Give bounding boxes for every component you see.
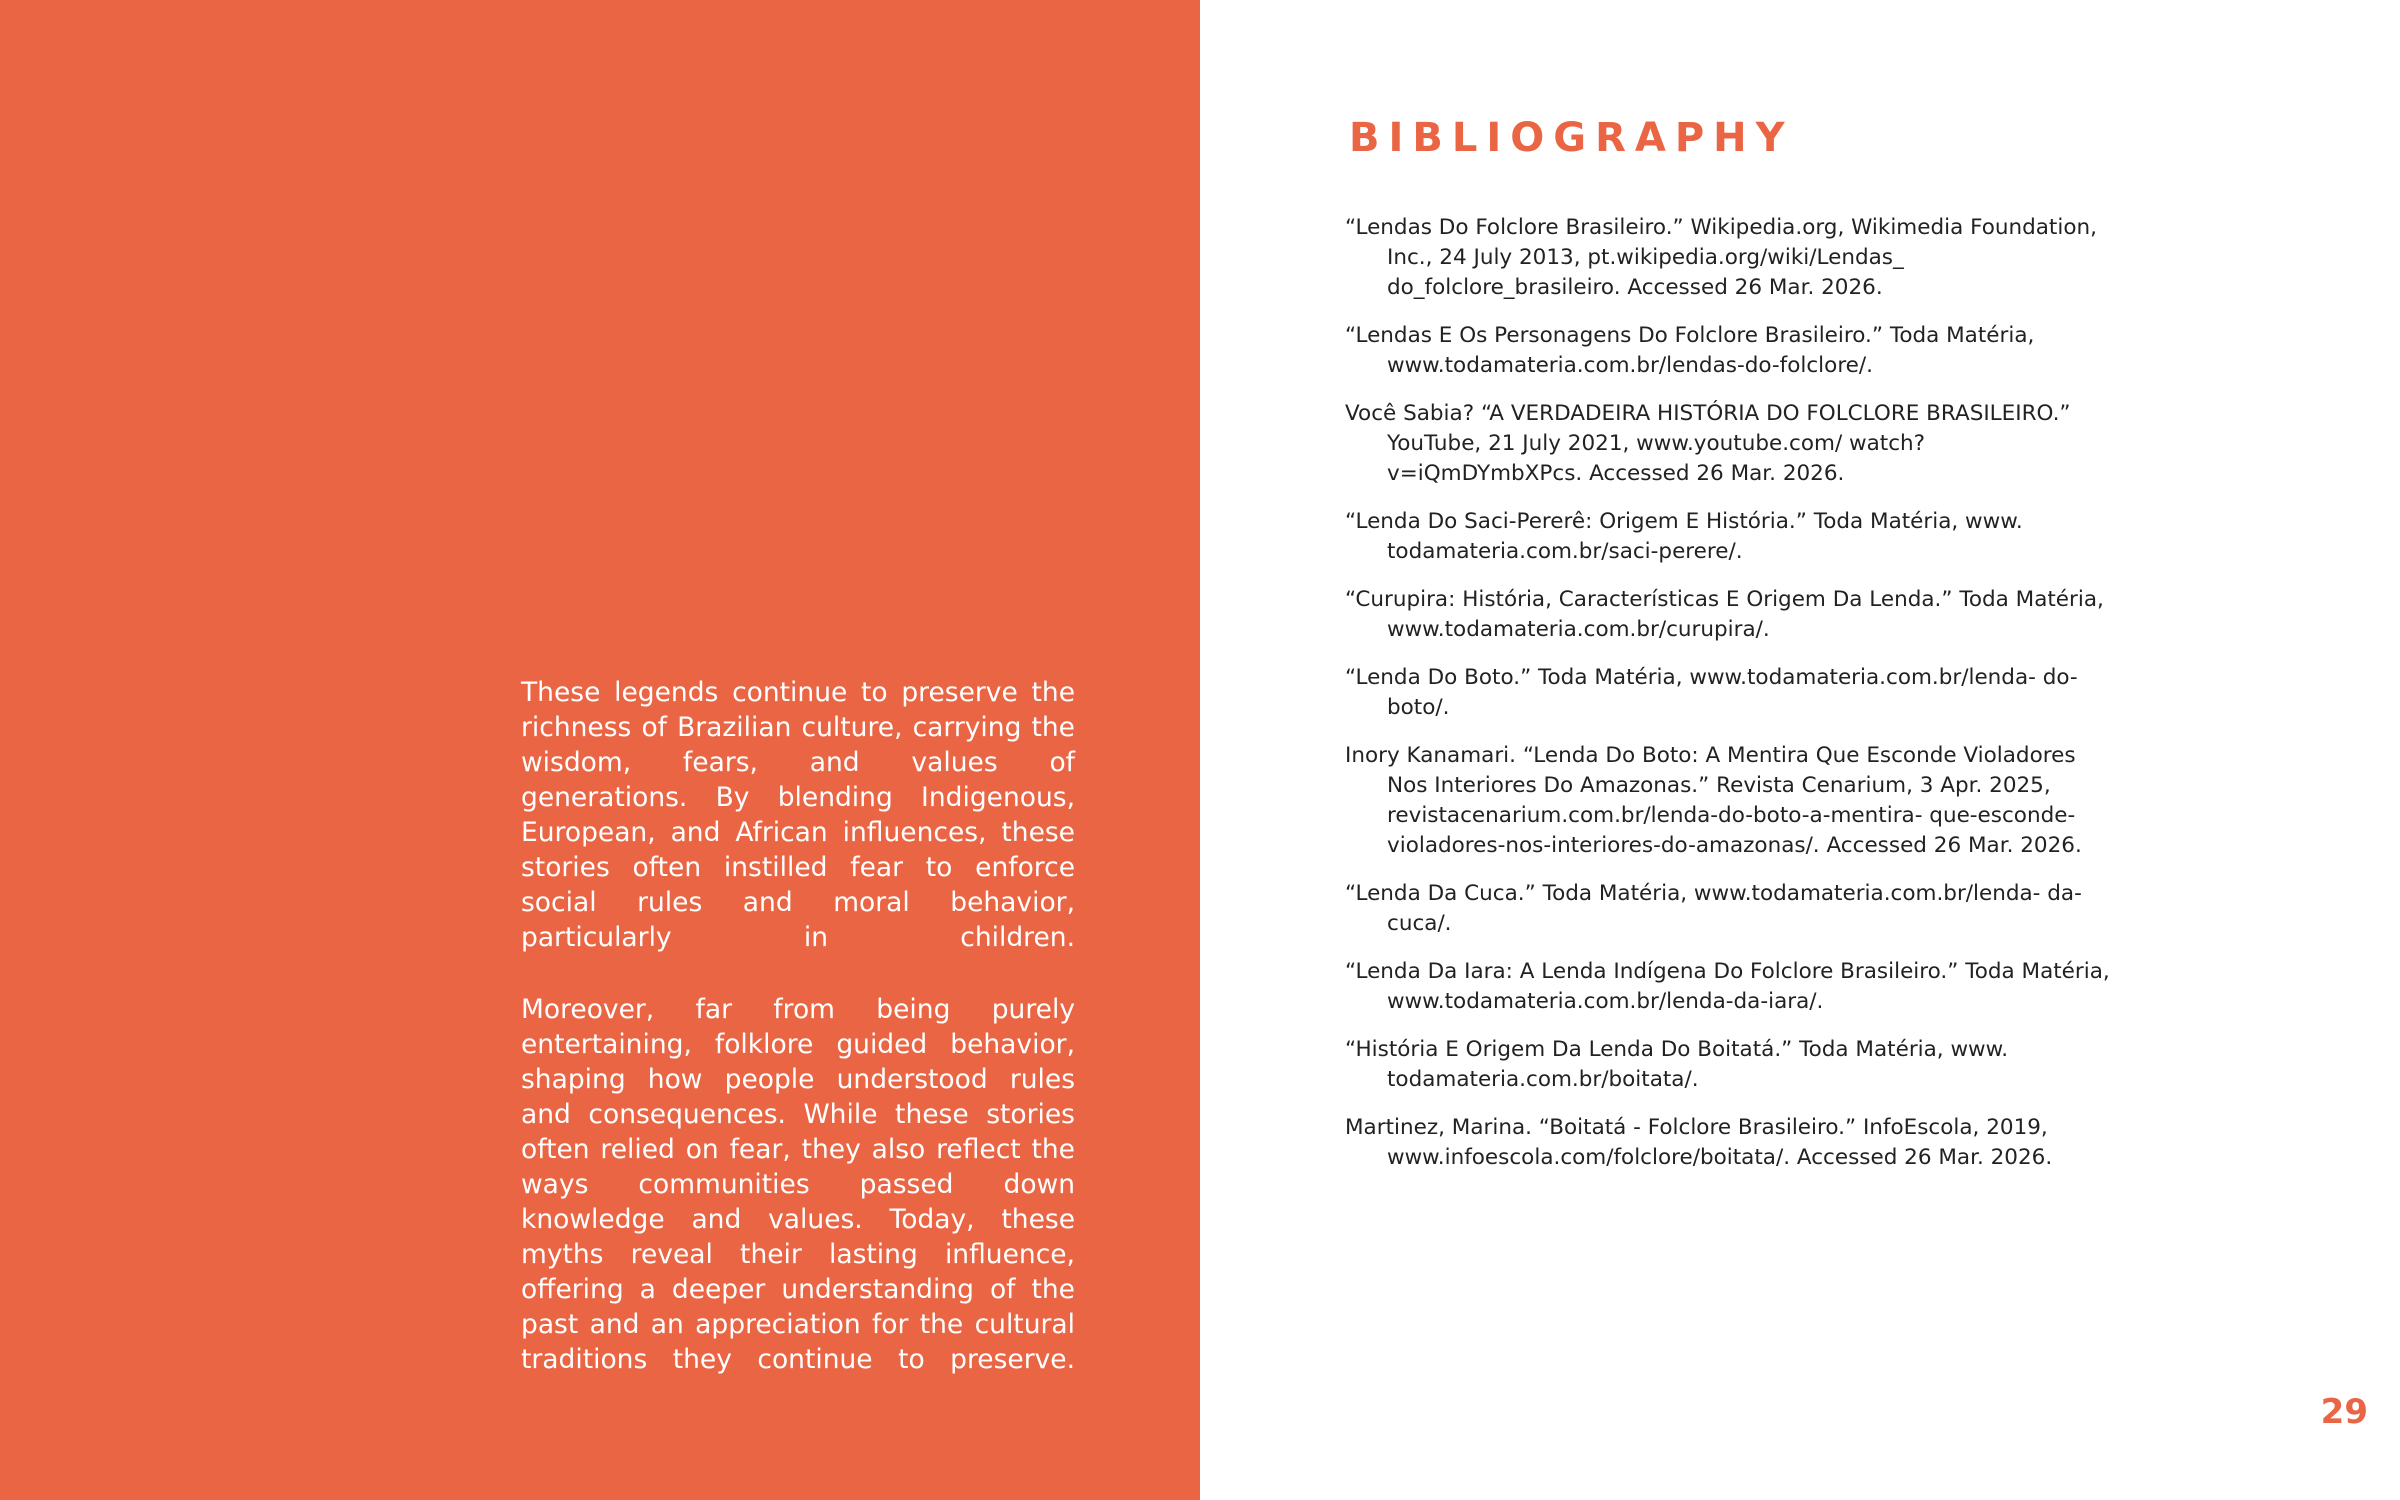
page-number: 29 <box>2320 1392 2368 1432</box>
bibliography-entry: Martinez, Marina. “Boitatá - Folclore Brasileiro.” InfoEscola, 2019, www.infoescola.com/folclore/boitata/. Accessed 26 Mar. 2026. <box>1345 1115 2053 1170</box>
bibliography-entry: “Lenda Do Boto.” Toda Matéria, www.todamateria.com.br/lenda- do-boto/. <box>1345 665 2078 720</box>
bibliography-entry: “Lenda Da Iara: A Lenda Indígena Do Folclore Brasileiro.” Toda Matéria, www.todamateria.com.br/lenda-da-iara/. <box>1345 959 2110 1014</box>
bibliography-entry: “Lenda Do Saci-Pererê: Origem E História.” Toda Matéria, www. todamateria.com.br/saci-perere/. <box>1345 509 2023 564</box>
conclusion-paragraph: Moreover, far from being purely entertaining, folklore guided behavior, shaping how people understood rules and consequences. While these stories often relied on fear, they also reflect the ways communities passed down knowledge and values. Today, these myths reveal their lasting influence, offering a deeper understanding of the past and an appreciation for the cultural traditions they continue to preserve. <box>521 994 1075 1375</box>
bibliography-list <box>1345 213 2115 1191</box>
bibliography-entry: “Curupira: História, Características E Origem Da Lenda.” Toda Matéria, www.todamateria.com.br/curupira/. <box>1345 587 2104 642</box>
bibliography-entry: Inory Kanamari. “Lenda Do Boto: A Mentira Que Esconde Violadores Nos Interiores Do Amazonas.” Revista Cenarium, 3 Apr. 2025, revistacenarium.com.br/lenda-do-boto-a-mentira- que-esconde-violadores-nos-interiores-do-amazonas/. Accessed 26 Mar. 2026. <box>1345 743 2082 858</box>
bibliography-entry: “Lendas E Os Personagens Do Folclore Brasileiro.” Toda Matéria, www.todamateria.com.br/lendas-do-folclore/. <box>1345 323 2035 378</box>
bibliography-title: BIBLIOGRAPHY <box>1349 115 1794 161</box>
bibliography-entry: “Lendas Do Folclore Brasileiro.” Wikipedia.org, Wikimedia Foundation, Inc., 24 July 2013, pt.wikipedia.org/wiki/Lendas_ do_folclore_brasileiro. Accessed 26 Mar. 2026. <box>1345 215 2097 300</box>
bibliography-entry: “Lenda Da Cuca.” Toda Matéria, www.todamateria.com.br/lenda- da-cuca/. <box>1345 881 2082 936</box>
bibliography-entry: “História E Origem Da Lenda Do Boitatá.” Toda Matéria, www. todamateria.com.br/boitata/. <box>1345 1037 2009 1092</box>
bibliography-entry: Você Sabia? “A VERDADEIRA HISTÓRIA DO FOLCLORE BRASILEIRO.” YouTube, 21 July 2021, www.youtube.com/ watch?v=iQmDYmbXPcs. Accessed 26 Mar. 2026. <box>1345 401 2071 486</box>
intro-paragraph: These legends continue to preserve the richness of Brazilian culture, carrying the wisdom, fears, and values of generations. By blending Indigenous, European, and African influences, these stories often instilled fear to enforce social rules and moral behavior, particularly in children. <box>521 677 1075 953</box>
